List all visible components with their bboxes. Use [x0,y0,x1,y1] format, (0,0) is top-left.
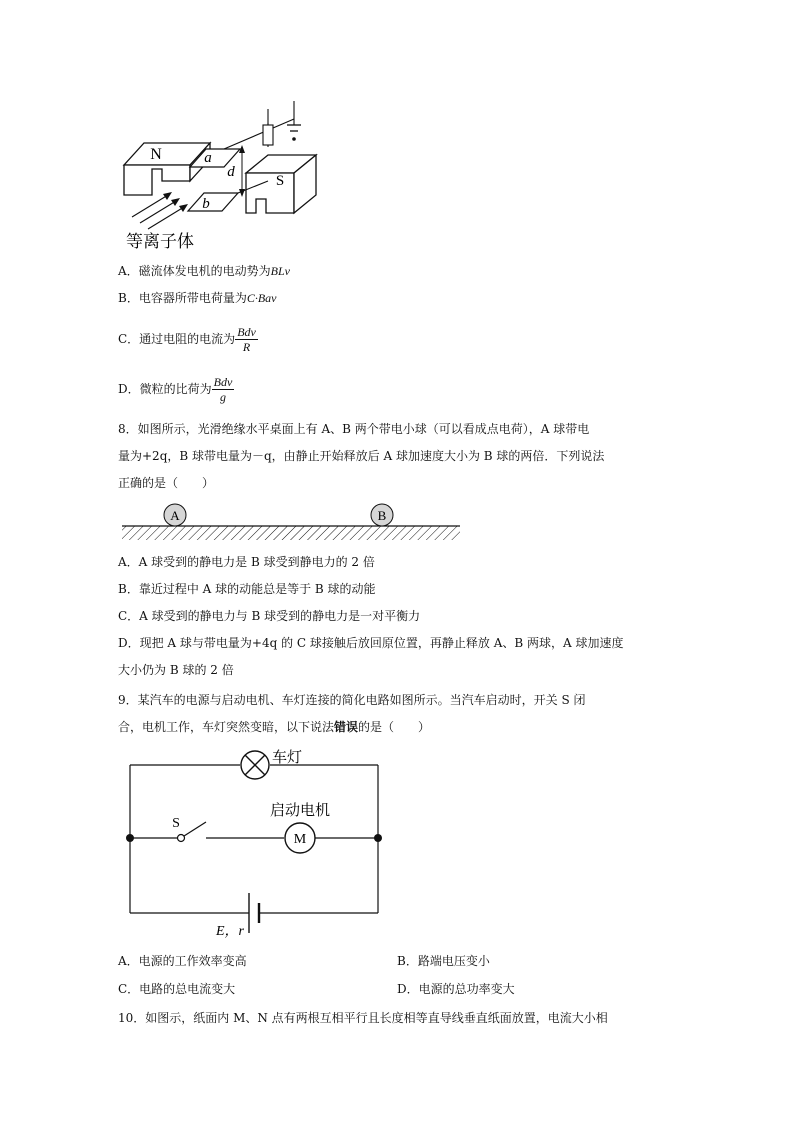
left-junction [126,834,134,842]
q9-stem-line2: 合，电机工作，车灯突然变暗，以下说法错误的是（ ） [118,720,431,734]
q10-stem-line1: 10．如图示，纸面内 M、N 点有两根互相平行且长度相等直导线垂直纸面放置，电流大小相 [118,1011,608,1025]
source-label: E，r [216,924,244,939]
ball-a-label: A [170,508,180,523]
switch-pivot [178,835,185,842]
plate-b-label: b [202,196,210,212]
q8-option-c: C．A 球受到的静电力与 B 球受到的静电力是一对平衡力 [118,609,421,623]
q8-option-d-line1: D．现把 A 球与带电量为+4q 的 C 球接触后放回原位置，再静止释放 A、B 两球，A 球加速度 [118,636,624,650]
mhd-generator-figure [118,95,328,255]
switch-blade [184,822,206,836]
q9-option-d: D．电源的总功率变大 [397,982,515,996]
q7-option-d: D．微粒的比荷为 $\frac{\text{Bdv}}{g}$ [118,375,233,404]
s-pole-label: S [275,173,285,189]
q8-option-a: A．A 球受到的静电力是 B 球受到静电力的 2 倍 [118,555,375,569]
q8-stem-line1: 8．如图所示，光滑绝缘水平桌面上有 A、B 两个带电小球（可以看成点电荷），A 球带电 [118,422,590,436]
q9-option-a: A．电源的工作效率变高 [118,954,247,968]
plate-a-label: a [204,150,212,166]
q8-tabletop-figure [118,500,464,546]
q9-option-b: B．路端电压变小 [397,954,490,968]
gap-d-label: d [227,164,235,180]
switch-label: S [172,816,180,831]
q7-option-b: B．电容器所带电荷量为C·Bav [118,291,277,305]
motor-label: 启动电机 [269,803,331,819]
q7-d-fraction: $\frac{\text{Bdv}}{g}$ [213,375,233,404]
q8-option-d-line2: 大小仍为 B 球的 2 倍 [118,663,234,677]
q8-option-b: B．靠近过程中 A 球的动能总是等于 B 球的动能 [118,582,376,596]
plasma-caption: 等离子体 [126,232,194,251]
q8-stem-line3: 正确的是（ ） [118,476,215,490]
lamp-label: 车灯 [272,750,303,766]
q9-option-c: C．电路的总电流变大 [118,982,236,996]
q7-option-c: C．通过电阻的电流为 $\frac{\text{Bdv}}{R}$ [118,325,256,354]
q7-option-a: A．磁流体发电机的电动势为BLv [118,264,291,278]
q8-stem-line2: 量为+2q，B 球带电量为－q，由静止开始释放后 A 球加速度大小为 B 球的两倍．下列说法 [118,449,605,463]
motor-symbol: M [293,832,307,847]
tabletop-hatch [122,526,460,540]
right-junction [374,834,382,842]
q9-circuit-figure [118,745,398,945]
n-pole-label: N [150,146,162,163]
ball-b-label: B [377,508,387,523]
q9-stem-line1: 9．某汽车的电源与启动电机、车灯连接的简化电路如图所示。当汽车启动时，开关 S 闭 [118,693,586,707]
q7-c-fraction: $\frac{\text{Bdv}}{R}$ [237,325,256,354]
q9-emphasis: 错误 [334,720,359,734]
